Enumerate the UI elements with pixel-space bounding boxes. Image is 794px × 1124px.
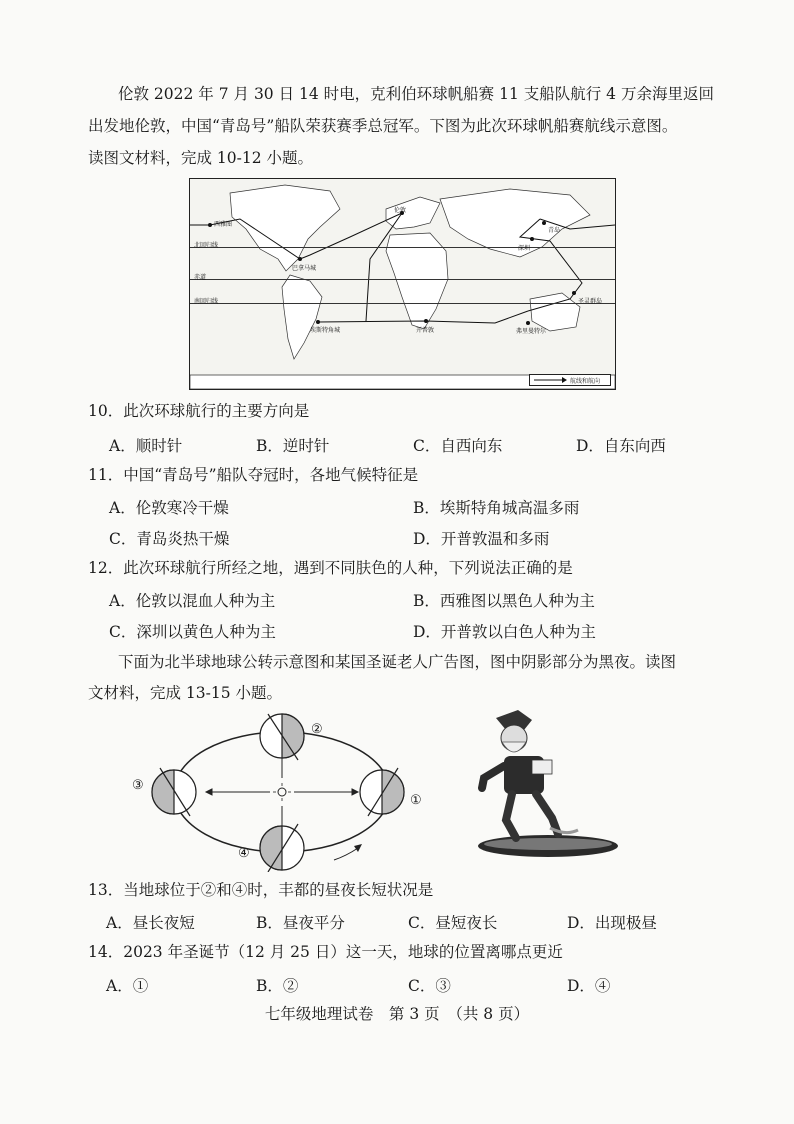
earth-position-1 <box>360 768 404 816</box>
qingdao-dot <box>542 221 546 225</box>
intro1-line3: 读图文材料，完成 10-12 小题。 <box>88 149 314 167</box>
q11-option-a[interactable]: A．伦敦寒冷干燥 <box>109 499 229 517</box>
place-london: 伦敦 <box>394 207 407 214</box>
place-shenzhen: 深圳 <box>518 245 531 252</box>
santa-left-arm <box>482 766 504 788</box>
lat-label-capricorn: 南回归线 <box>194 298 219 305</box>
santa-beard <box>502 742 526 752</box>
q14-option-a[interactable]: A．① <box>106 977 149 995</box>
q13-option-c[interactable]: C．昼短夜长 <box>408 914 498 932</box>
q12-option-b[interactable]: B．西雅图以黑色人种为主 <box>413 592 595 610</box>
earth-position-3 <box>152 768 196 816</box>
shenzhen-dot <box>530 237 534 241</box>
q11-option-c[interactable]: C．青岛炎热干燥 <box>109 530 230 548</box>
santa-surfing-illustration <box>466 708 621 868</box>
lat-label-cancer: 北回归线 <box>194 242 219 249</box>
q10-option-b[interactable]: B．逆时针 <box>256 437 330 455</box>
tropic-capricorn-line <box>190 303 615 304</box>
q10-option-d[interactable]: D．自东向西 <box>576 437 666 455</box>
santa-left-leg <box>506 794 516 838</box>
route-map <box>189 178 616 390</box>
intro2-line1: 下面为北半球地球公转示意图和某国圣诞老人广告图，图中阴影部分为黑夜。读图 <box>118 653 677 671</box>
santa-sign <box>532 760 552 774</box>
lat-label-equator: 赤道 <box>194 274 207 281</box>
q14-option-d[interactable]: D．④ <box>567 977 611 995</box>
whitsunday-dot <box>572 291 576 295</box>
earth-position-2 <box>260 714 304 760</box>
q12-option-a[interactable]: A．伦敦以混血人种为主 <box>109 592 276 610</box>
seattle-dot <box>208 223 212 227</box>
q13-option-d[interactable]: D．出现极昼 <box>567 914 657 932</box>
q11-option-d[interactable]: D．开普敦温和多雨 <box>413 530 550 548</box>
intro1-line1: 伦敦 2022 年 7 月 30 日 14 时电，克利伯环球帆船赛 11 支船队航行 4 万余海里返回 <box>118 85 714 103</box>
orbit-label-2: ② <box>311 722 323 737</box>
place-fremantle: 弗里曼特尔 <box>516 328 547 335</box>
tropic-cancer-line <box>190 247 615 248</box>
orbit-direction-arrow <box>334 848 358 860</box>
earth-position-4 <box>260 824 304 872</box>
q10-option-a[interactable]: A．顺时针 <box>109 437 183 455</box>
q13-option-a[interactable]: A．昼长夜短 <box>106 914 195 932</box>
place-qingdao: 青岛 <box>548 227 561 234</box>
q11-stem: 11．中国“青岛号”船队夺冠时，各地气候特征是 <box>88 466 419 484</box>
intro1-line2: 出发地伦敦，中国“青岛号”船队荣获赛季总冠军。下图为此次环球帆船赛航线示意图。 <box>88 117 678 135</box>
santa-right-leg <box>536 794 558 834</box>
q12-stem: 12．此次环球航行所经之地，遇到不同肤色的人种，下列说法正确的是 <box>88 559 573 577</box>
place-punta-del-este: 埃斯特角城 <box>310 327 341 334</box>
q12-option-c[interactable]: C．深圳以黄色人种为主 <box>109 623 276 641</box>
earth-orbit-diagram <box>126 712 426 872</box>
orbit-label-1: ① <box>410 793 422 808</box>
q12-option-d[interactable]: D．开普敦以白色人种为主 <box>413 623 596 641</box>
orbit-label-4: ④ <box>238 846 250 861</box>
q14-option-b[interactable]: B．② <box>256 977 299 995</box>
panama-dot <box>298 257 302 261</box>
north-america-shape <box>230 185 340 271</box>
q14-stem: 14．2023 年圣诞节（12 月 25 日）这一天，地球的位置离哪点更近 <box>88 943 563 961</box>
equator-line <box>190 279 615 280</box>
q13-stem: 13．当地球位于②和④时，丰都的昼夜长短状况是 <box>88 881 434 899</box>
page-footer: 七年级地理试卷 第 3 页 （共 8 页） <box>264 1005 530 1023</box>
south-america-shape <box>282 275 322 359</box>
map-legend <box>529 374 611 386</box>
fremantle-dot <box>526 321 530 325</box>
place-panama: 巴拿马城 <box>292 265 317 272</box>
punta-del-este-dot <box>316 320 320 324</box>
legend-label: 航线和航向 <box>570 378 601 385</box>
q10-stem: 10．此次环球航行的主要方向是 <box>88 402 310 420</box>
legend-arrow-icon <box>532 375 568 385</box>
cape-town-dot <box>424 319 428 323</box>
intro2-line2: 文材料，完成 13-15 小题。 <box>88 684 283 702</box>
sun-icon <box>273 783 291 801</box>
q14-option-c[interactable]: C．③ <box>408 977 451 995</box>
q11-option-b[interactable]: B．埃斯特角城高温多雨 <box>413 499 580 517</box>
place-seattle: 西雅图 <box>214 221 233 228</box>
orbit-label-3: ③ <box>132 778 144 793</box>
q13-option-b[interactable]: B．昼夜平分 <box>256 914 345 932</box>
place-whitsunday: 圣灵群岛 <box>578 298 603 305</box>
place-cape-town: 开普敦 <box>416 327 435 334</box>
q10-option-c[interactable]: C．自西向东 <box>413 437 503 455</box>
